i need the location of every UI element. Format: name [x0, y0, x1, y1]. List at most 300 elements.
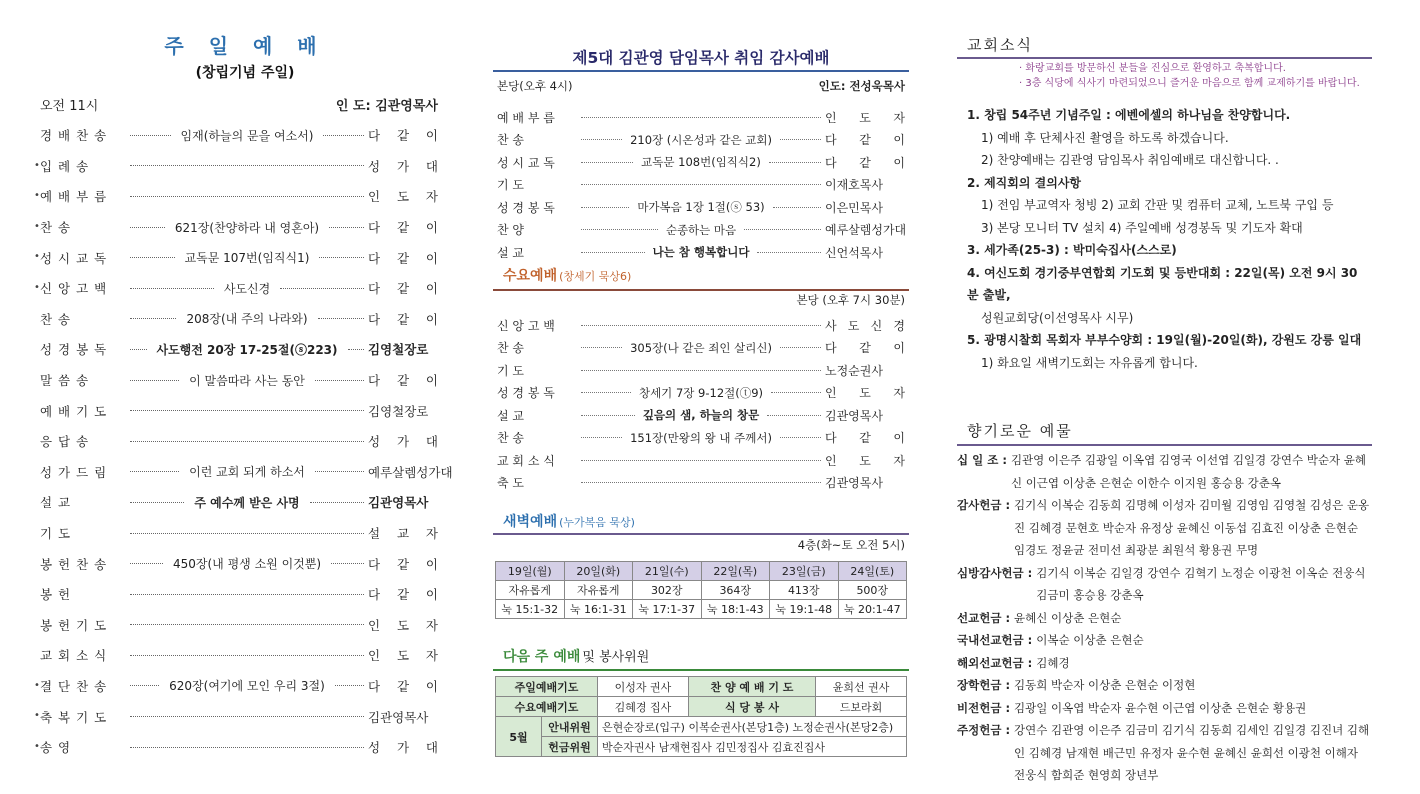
offering-row [957, 652, 1372, 675]
leader-dots [581, 437, 622, 438]
dawn-texts-cell: 눅 15:1-32 [496, 600, 565, 619]
offering-row [957, 697, 1372, 720]
install-order-row [493, 106, 909, 129]
offering-names: 김관영 이은주 김광일 이옥엽 김영국 이선엽 김일경 강연수 박순자 윤혜신 이근엽 이상춘 은현순 이한수 이지원 홍승용 강춘옥 [1010, 453, 1366, 490]
offering-title: 향기로운 예물 [967, 422, 1073, 440]
order-item-name: 기 도 [40, 526, 72, 542]
next-title: 다음 주 예배 [503, 649, 581, 665]
dawn-schedule-table [495, 561, 907, 619]
wednesday-order-row [493, 359, 909, 382]
order-item-person: 다 같 이 [368, 128, 438, 144]
sunday-worship-header [40, 95, 438, 114]
leader-dots [581, 460, 821, 461]
order-item-person: 신언석목사 [825, 245, 883, 260]
offering-names: 이복순 이상춘 은현순 [1036, 633, 1144, 647]
leader-dots [130, 196, 364, 197]
bullet-mark: • [34, 251, 40, 263]
divider [493, 289, 909, 291]
news-list [967, 104, 1367, 374]
leader-dots [581, 229, 658, 230]
cell: 김혜경 집사 [598, 697, 689, 717]
order-item-name: 예 배 부 름 [497, 110, 555, 125]
order-item-detail: 210장 (시온성과 같은 교회) [630, 132, 772, 147]
order-item-fill [126, 441, 368, 442]
order-item-name: 성 경 봉 독 [40, 342, 108, 358]
cell: 드보라회 [816, 697, 907, 717]
order-item-detail: 450장(내 평생 소원 이것뿐) [172, 557, 322, 572]
order-item-name: 신 앙 고 백 [497, 318, 555, 333]
divider [493, 70, 909, 72]
cell: 주일예배기도 [496, 677, 598, 697]
order-item-person: 노정순권사 [825, 363, 883, 378]
order-item-detail: 나는 참 행복합니다 [652, 245, 750, 260]
divider [493, 533, 909, 535]
cell: 이성자 권사 [598, 677, 689, 697]
order-item-detail: 교독문 107번(임직식1) [184, 251, 310, 266]
order-item-person: 인 도 자 [825, 110, 905, 125]
order-item-name: 축 도 [497, 476, 524, 491]
order-item-person: 다 같 이 [368, 678, 438, 694]
order-item-fill [126, 249, 368, 266]
worship-order-row [40, 487, 438, 518]
wednesday-order-list [493, 314, 909, 494]
order-item-name: 예 배 기 도 [40, 403, 108, 419]
dawn-place: 4층(화~토 오전 5시) [797, 538, 905, 552]
dawn-days-cell: 19일(월) [496, 562, 565, 581]
dawn-texts-row [496, 600, 907, 619]
order-item-person: 예루살렘성가대 [368, 464, 453, 480]
leader-dots [130, 318, 176, 319]
leader-dots [581, 207, 629, 208]
order-item-fill [126, 494, 368, 511]
sunday-worship-title: 주 일 예 배 [164, 34, 326, 58]
offering-names: 김광일 이옥엽 박순자 윤수현 이근엽 이상춘 은현순 황용권 [1014, 700, 1307, 715]
order-item-detail: 151장(만왕의 왕 내 주께서) [630, 430, 772, 445]
leader-dots [130, 349, 147, 350]
cell: 수요예배기도 [496, 697, 598, 717]
wednesday-header [497, 292, 905, 308]
leader-dots [773, 207, 821, 208]
order-item-fill [126, 533, 368, 534]
order-item-name: 송 영 [40, 740, 72, 756]
dawn-songs-cell: 364장 [701, 581, 770, 600]
dawn-title: 새벽예배 [503, 514, 558, 530]
order-item-name: 경 배 찬 송 [40, 128, 108, 144]
order-item-name: 성 경 봉 독 [497, 386, 555, 401]
dawn-days-cell: 23일(금) [770, 562, 839, 581]
order-item-person: 인 도 자 [368, 189, 438, 205]
wednesday-order-row [493, 314, 909, 337]
news-title: 교회소식 [967, 36, 1033, 54]
order-item-name: 기 도 [497, 363, 524, 378]
volunteer-table [495, 676, 907, 757]
news-column [957, 0, 1372, 794]
month-cell: 5월 [496, 717, 542, 757]
worship-order-row [40, 304, 438, 335]
order-item-fill [126, 219, 368, 236]
worship-order-row [34, 181, 438, 212]
install-order-row [493, 219, 909, 242]
service-column [493, 0, 909, 794]
order-item-fill [126, 410, 368, 411]
order-item-fill [126, 310, 368, 327]
leader-dots [581, 139, 622, 140]
dawn-texts-cell: 눅 17:1-37 [633, 600, 702, 619]
offering-row [957, 674, 1372, 697]
leader-dots [348, 349, 365, 350]
install-order-row [493, 196, 909, 219]
leader-dots [780, 437, 821, 438]
leader-dots [130, 624, 364, 625]
news-item: 2) 찬양예배는 김관영 담임목사 취임예배로 대신합니다. . [981, 153, 1279, 167]
sunday-worship-column [34, 0, 453, 794]
order-item-fill [126, 716, 368, 717]
leader-dots [130, 563, 163, 564]
offering-row [957, 629, 1372, 652]
order-item-detail: 깊음의 샘, 하늘의 창문 [642, 408, 760, 423]
worship-time: 오전 11시 [40, 99, 99, 114]
order-item-person: 김관영목사 [825, 476, 883, 491]
order-item-person: 성 가 대 [368, 158, 438, 174]
leader-dots [315, 471, 364, 472]
order-item-name: 설 교 [40, 495, 72, 511]
order-item-person: 다 같 이 [825, 431, 905, 446]
order-item-detail: 620장(여기에 모인 우리 3절) [169, 679, 325, 694]
worship-order-row [40, 426, 438, 457]
order-item-name: 찬 송 [497, 431, 524, 446]
leader-dots [581, 325, 821, 326]
dawn-texts-cell: 눅 19:1-48 [770, 600, 839, 619]
cell: 안내위원 [542, 717, 598, 737]
offering-names: 김혜경 [1036, 655, 1070, 670]
leader-dots [331, 563, 364, 564]
offering-label: 국내선교헌금 : [957, 633, 1033, 647]
dawn-sub: (누가복음 묵상) [559, 516, 635, 529]
order-item-name: 교 회 소 식 [497, 453, 555, 468]
order-item-name: 봉 헌 찬 송 [40, 556, 108, 572]
leader-dots [744, 229, 821, 230]
order-item-detail: 이 말씀따라 사는 동안 [189, 373, 305, 388]
order-item-name: 교 회 소 식 [40, 648, 108, 664]
table-row [496, 737, 907, 757]
worship-order-row [34, 151, 438, 182]
order-item-name: 결 단 찬 송 [40, 678, 108, 694]
bullet-mark: • [34, 159, 40, 171]
next-title2: 및 봉사위원 [582, 650, 650, 665]
wednesday-place: 본당 (오후 7시 30분) [796, 293, 905, 307]
installation-place: 본당(오후 4시) [497, 79, 573, 93]
divider [493, 669, 909, 671]
order-item-person: 다 같 이 [368, 250, 438, 266]
order-item-detail: 이런 교회 되게 하소서 [189, 465, 305, 480]
divider [957, 444, 1372, 446]
leader-dots [771, 392, 821, 393]
offering-label: 주정헌금 : [957, 723, 1011, 737]
wednesday-order-row [493, 404, 909, 427]
order-item-person: 다 같 이 [825, 133, 905, 148]
bullet-mark: • [34, 679, 40, 691]
order-item-person: 이재호목사 [825, 178, 883, 193]
dawn-heading [503, 511, 635, 531]
order-item-person: 인 도 자 [825, 386, 905, 401]
bullet-mark: • [34, 190, 40, 202]
wednesday-order-row [493, 449, 909, 472]
order-item-name: 성 시 교 독 [497, 155, 555, 170]
offering-names: 강연수 김관영 이은주 김금미 김기식 김동희 김세인 김일경 김진녀 김해인 김혜경 남재현 배근민 유정자 윤수현 윤혜신 윤희선 이광천 이해자 전웅식 함희준 현영희 장년부 [1014, 723, 1370, 782]
leader-dots [581, 117, 821, 118]
worship-order-row [34, 671, 438, 702]
leader-dots [130, 257, 175, 258]
order-item-name: 성 경 봉 독 [497, 200, 555, 215]
order-item-detail: 주 예수께 받은 사명 [194, 495, 300, 510]
dawn-days-row [496, 562, 907, 581]
worship-order-row [34, 732, 438, 763]
order-item-detail: 사도신경 [223, 281, 271, 296]
order-item-name: 찬 양 [497, 223, 524, 238]
worship-order-row [34, 701, 438, 732]
order-item-detail: 사도행전 20장 17-25절(ⓢ223) [156, 342, 338, 357]
table-row [496, 677, 907, 697]
leader-dots [130, 410, 364, 411]
leader-dots [581, 184, 821, 185]
leader-dots [323, 135, 364, 136]
leader-dots [130, 533, 364, 534]
leader-dots [130, 655, 364, 656]
wednesday-sub: (창세기 묵상6) [559, 270, 632, 283]
offering-names: 김기식 이복순 김동희 김명혜 이성자 김미월 김영임 김영철 김성은 운옹진 김혜경 문현호 박순자 유정상 윤혜신 이동섭 김효진 이상춘 은현순 임경도 정윤균 전미선 최광분 최원석 황용권 무명 [1014, 498, 1370, 557]
order-item-person: 인 도 자 [368, 648, 438, 664]
dawn-songs-cell: 302장 [633, 581, 702, 600]
order-item-name: 성 가 드 림 [40, 464, 108, 480]
news-item: 3. 세가족(25-3) : 박미숙집사(스스로) [967, 243, 1177, 257]
leader-dots [130, 288, 214, 289]
cell: 은현순장로(입구) 이복순권사(본당1층) 노정순권사(본당2층) [598, 717, 907, 737]
dawn-days-cell: 20일(화) [564, 562, 633, 581]
bullet-mark: • [34, 710, 40, 722]
order-item-person: 사 도 신 경 [825, 318, 905, 333]
order-item-name: 예 배 부 름 [40, 189, 108, 205]
cell: 윤희선 권사 [816, 677, 907, 697]
order-item-name: 기 도 [497, 178, 524, 193]
bullet-mark: • [34, 220, 40, 232]
worship-order-row [40, 640, 438, 671]
offering-row [957, 494, 1372, 562]
cell: 헌금위원 [542, 737, 598, 757]
order-item-person: 다 같 이 [368, 281, 438, 297]
offering-names: 김기식 이복순 김일경 강연수 김혁기 노정순 이광천 이옥순 전웅식 김금미 홍승용 강춘옥 [1036, 565, 1366, 602]
leader-dots [318, 318, 364, 319]
leader-dots [130, 135, 171, 136]
order-item-fill [126, 372, 368, 389]
order-item-name: 신 앙 고 백 [40, 281, 108, 297]
news-item: 1) 전임 부교역자 청빙 2) 교회 간판 및 컴퓨터 교체, 노트북 구입 등 [981, 198, 1334, 212]
next-heading [503, 646, 649, 666]
worship-order-list [34, 120, 453, 762]
worship-order-row [40, 579, 438, 610]
worship-order-row [40, 610, 438, 641]
table-row [496, 717, 907, 737]
order-item-person: 예루살렘성가대 [825, 223, 907, 238]
order-item-person: 다 같 이 [825, 341, 905, 356]
install-order-row [493, 241, 909, 264]
leader-dots [130, 502, 184, 503]
bullet-mark: • [34, 281, 40, 293]
wednesday-order-row [493, 472, 909, 495]
order-item-person: 다 같 이 [368, 311, 438, 327]
news-notes [1019, 61, 1369, 91]
worship-order-row [40, 334, 438, 365]
order-item-person: 다 같 이 [368, 373, 438, 389]
dawn-days-cell: 24일(토) [838, 562, 907, 581]
leader-dots [581, 252, 645, 253]
order-item-person: 김관영목사 [825, 408, 883, 423]
order-item-person: 김영철장로 [368, 342, 429, 358]
order-item-fill [126, 747, 368, 748]
wednesday-order-row [493, 382, 909, 405]
order-item-detail: 621장(찬양하라 내 영혼아) [174, 220, 320, 235]
leader-dots [780, 347, 821, 348]
worship-order-row [34, 212, 438, 243]
dawn-days-cell: 21일(수) [633, 562, 702, 581]
dawn-songs-cell: 자유롭게 [564, 581, 633, 600]
order-item-fill [126, 127, 368, 144]
order-item-name: 찬 송 [497, 133, 524, 148]
leader-dots [581, 162, 633, 163]
worship-order-row [40, 457, 453, 488]
order-item-person: 다 같 이 [368, 556, 438, 572]
leader-dots [319, 257, 364, 258]
order-item-person: 김관영목사 [368, 495, 429, 511]
install-order-row [493, 174, 909, 197]
news-note: · 화랑교회를 방문하신 분들을 진심으로 환영하고 축복합니다. [1019, 63, 1286, 74]
order-item-person: 인 도 자 [368, 617, 438, 633]
order-item-person: 성 가 대 [368, 740, 438, 756]
worship-order-row [40, 395, 438, 426]
news-note: · 3층 식당에 식사기 마련되었으니 즐거운 마음으로 함께 교제하기를 바랍니다. [1019, 78, 1360, 89]
leader-dots [130, 747, 364, 748]
order-item-name: 봉 헌 [40, 587, 72, 603]
news-item: 성원교회당(이선영목사 시무) [981, 310, 1134, 325]
order-item-fill [126, 655, 368, 656]
leader-dots [581, 370, 821, 371]
divider [957, 57, 1372, 59]
wednesday-order-row [493, 337, 909, 360]
worship-order-row [34, 242, 438, 273]
wednesday-order-row [493, 427, 909, 450]
order-item-detail: 마가복음 1장 1절(ⓢ 53) [637, 200, 765, 215]
order-item-name: 설 교 [497, 245, 524, 260]
offering-label: 비전헌금 : [957, 700, 1011, 715]
cell: 식 당 봉 사 [688, 697, 815, 717]
offering-list [957, 449, 1372, 787]
leader-dots [315, 380, 364, 381]
worship-leader: 인 도: 김관영목사 [335, 99, 438, 114]
order-item-detail: 임재(하늘의 문을 여소서) [180, 128, 314, 143]
dawn-songs-cell: 413장 [770, 581, 839, 600]
leader-dots [335, 685, 364, 686]
leader-dots [780, 139, 821, 140]
leader-dots [769, 162, 821, 163]
leader-dots [310, 502, 364, 503]
leader-dots [329, 227, 364, 228]
leader-dots [130, 716, 364, 717]
order-item-person: 김관영목사 [368, 709, 429, 725]
leader-dots [130, 441, 364, 442]
order-item-person: 설 교 자 [368, 526, 438, 542]
leader-dots [130, 227, 165, 228]
news-item: 4. 여신도회 경기중부연합회 기도회 및 등반대회 : 22일(목) 오전 9시 30분 출발, [967, 265, 1358, 302]
install-order-row [493, 129, 909, 152]
dawn-texts-cell: 눅 18:1-43 [701, 600, 770, 619]
order-item-fill [126, 624, 368, 625]
order-item-fill [126, 594, 368, 595]
worship-order-row [40, 365, 438, 396]
order-item-fill [126, 196, 368, 197]
order-item-person: 인 도 자 [825, 453, 905, 468]
order-item-name: 말 씀 송 [40, 373, 90, 389]
offering-label: 감사헌금 : [957, 498, 1011, 512]
sunday-worship-subtitle: (창립기념 주일) [195, 65, 295, 81]
installation-title: 제5대 김관영 담임목사 취임 감사예배 [572, 49, 830, 67]
installation-leader: 인도: 전성욱목사 [818, 79, 905, 93]
news-item: 1. 창립 54주년 기념주일 : 에벤에셀의 하나님을 찬양합니다. [967, 108, 1291, 122]
offering-label: 심방감사헌금 : [957, 565, 1033, 580]
order-item-detail: 305장(나 같은 죄인 살리신) [630, 340, 772, 355]
news-item: 2. 제직회의 결의사항 [967, 175, 1082, 190]
dawn-days-cell: 22일(목) [701, 562, 770, 581]
install-order-row [493, 151, 909, 174]
order-item-name: 입 례 송 [40, 158, 90, 174]
order-item-fill [126, 280, 368, 297]
offering-row [957, 449, 1372, 494]
offering-label: 십 일 조 : [957, 453, 1007, 467]
leader-dots [581, 415, 635, 416]
order-item-fill [126, 341, 368, 358]
leader-dots [130, 594, 364, 595]
order-item-fill [126, 677, 368, 694]
dawn-texts-cell: 눅 16:1-31 [564, 600, 633, 619]
order-item-person: 김영철장로 [368, 403, 429, 419]
order-item-person: 다 같 이 [368, 220, 438, 236]
offering-label: 장학헌금 : [957, 678, 1011, 692]
installation-header [497, 78, 905, 94]
bullet-mark: • [34, 740, 40, 752]
offering-row [957, 607, 1372, 630]
leader-dots [581, 392, 631, 393]
leader-dots [130, 165, 364, 166]
order-item-name: 설 교 [497, 408, 524, 423]
order-item-detail: 교독문 108번(임직식2) [641, 155, 761, 170]
order-item-name: 찬 송 [40, 220, 72, 236]
offering-label: 해외선교헌금 : [957, 655, 1033, 670]
wednesday-title: 수요예배 [503, 268, 558, 284]
news-item: 1) 예배 후 단체사진 촬영을 하도록 하겠습니다. [981, 130, 1229, 145]
dawn-songs-cell: 자유롭게 [496, 581, 565, 600]
offering-label: 선교헌금 : [957, 610, 1011, 625]
news-item: 1) 화요일 새벽기도회는 자유롭게 합니다. [981, 355, 1198, 370]
leader-dots [280, 288, 364, 289]
installation-order-list [493, 106, 909, 264]
leader-dots [130, 471, 179, 472]
order-item-detail: 창세기 7장 9-12절(ⓣ9) [638, 385, 764, 400]
order-item-person: 성 가 대 [368, 434, 438, 450]
cell: 박순자권사 남재현집사 김민정집사 김효진집사 [598, 737, 907, 757]
offering-row [957, 719, 1372, 787]
leader-dots [581, 347, 622, 348]
leader-dots [130, 380, 179, 381]
dawn-songs-row [496, 581, 907, 600]
order-item-person: 이은민목사 [825, 200, 883, 215]
